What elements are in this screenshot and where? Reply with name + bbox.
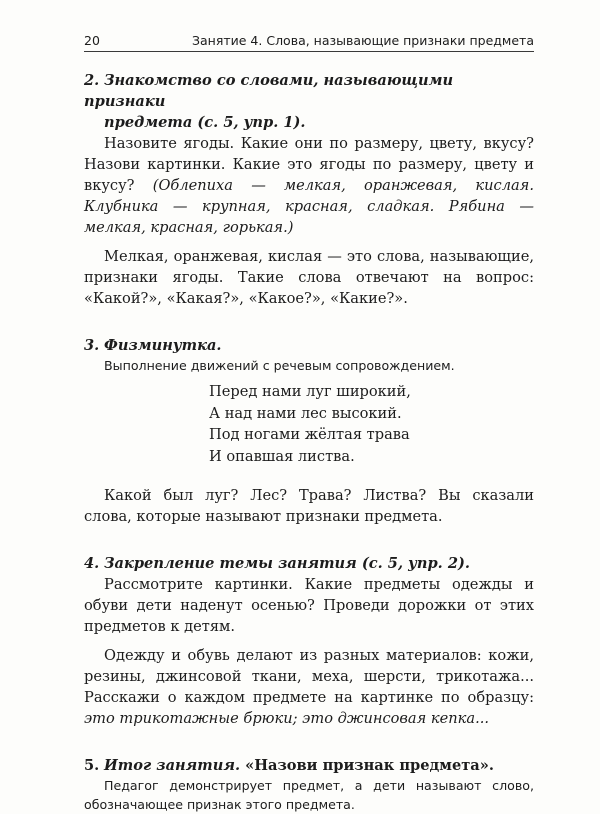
section-5-title <box>84 755 534 776</box>
section-3-title-text: Физминутка. <box>104 337 222 354</box>
section-3 <box>84 335 534 527</box>
section-4-title <box>84 553 534 574</box>
running-header <box>84 30 534 52</box>
section-5 <box>84 755 534 814</box>
poem-line: Перед нами луг широкий, <box>209 383 411 400</box>
page-number: 20 <box>84 33 100 48</box>
section-2-title-line1: Знакомство со словами, называющими признаки <box>84 72 454 110</box>
poem-line: А над нами лес высокий. <box>209 404 402 422</box>
section-2-answer: (Облепиха — мелкая, оранжевая, кислая. Клубника — крупная, красная, сладкая. Рябина — мелкая, красная, горькая.) <box>84 177 534 236</box>
poem-line: Под ногами жёлтая трава <box>209 426 410 443</box>
page-content <box>84 70 534 814</box>
section-5-title-part2: «Назови признак предмета». <box>245 757 494 774</box>
section-4 <box>84 553 534 729</box>
section-2-title <box>84 70 534 133</box>
section-5-title-part1: Итог занятия. <box>104 757 241 774</box>
poem <box>209 381 534 467</box>
section-5-number: 5. <box>84 757 100 774</box>
section-4-paragraph-2 <box>84 645 534 729</box>
section-3-instruction: Выполнение движений с речевым сопровождением. <box>104 358 455 373</box>
section-2 <box>84 70 534 309</box>
section-2-title-line2: предмета (с. 5, упр. 1). <box>104 114 306 131</box>
section-3-number: 3. <box>84 337 100 354</box>
section-4-paragraph-1: Рассмотрите картинки. Какие предметы одежды и обуви дети наденут осенью? Проведи дорожки от этих предметов к детям. <box>84 576 534 635</box>
section-4-instruction: Одежду и обувь делают из разных материалов: кожи, резины, джинсовой ткани, меха, шерсти, трикотажа... Расскажи о каждом предмете на картинке по образцу: <box>84 647 534 706</box>
section-5-instruction: Педагог демонстрирует предмет, а дети называют слово, обозначающее признак этого предмета. <box>84 778 534 812</box>
section-2-number: 2. <box>84 72 100 89</box>
section-4-number: 4. <box>84 555 100 572</box>
section-4-title-text: Закрепление темы занятия (с. 5, упр. 2). <box>104 555 470 572</box>
section-3-title <box>84 335 534 356</box>
running-title: Занятие 4. Слова, называющие признаки предмета <box>192 33 534 48</box>
poem-line: И опавшая листва. <box>209 447 355 465</box>
section-3-paragraph: Какой был луг? Лес? Трава? Листва? Вы сказали слова, которые называют признаки предмета. <box>84 487 534 525</box>
section-2-questions: Назовите ягоды. Какие они по размеру, цвету, вкусу? Назови картинки. Какие это ягоды по размеру, цвету и вкусу? <box>84 135 534 194</box>
section-4-example: это трикотажные брюки; это джинсовая кепка... <box>84 710 490 727</box>
section-2-paragraph-2: Мелкая, оранжевая, кислая — это слова, называющие, признаки ягоды. Такие слова отвечают на вопрос: «Какой?», «Какая?», «Какое?», «Какие?». <box>84 248 534 307</box>
section-2-paragraph-1 <box>84 133 534 238</box>
